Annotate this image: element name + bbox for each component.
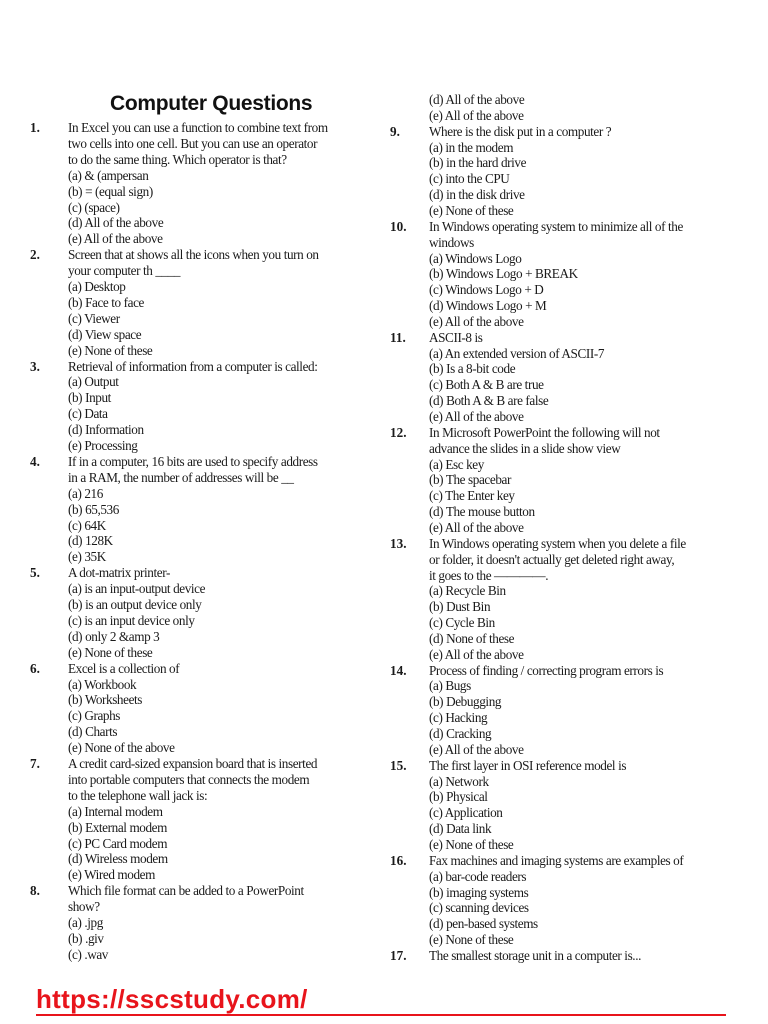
answer-option: (b) Physical	[429, 789, 488, 805]
answer-option: (e) None of these	[429, 932, 514, 948]
answer-option: (d) 128K	[68, 533, 113, 549]
answer-option: (d) All of the above	[429, 92, 525, 107]
answer-option: (e) None of these	[68, 644, 153, 660]
answer-option: (a) & (ampersan	[68, 167, 149, 183]
answer-option: (b) The spacebar	[429, 472, 511, 488]
answer-option: (a) Internal modem	[68, 803, 163, 819]
question-text: A dot-matrix printer-	[68, 565, 170, 581]
answer-option: (b) External modem	[68, 819, 167, 835]
answer-option: (d) in the disk drive	[429, 187, 525, 203]
answer-option: (c) Both A & B are true	[429, 377, 544, 393]
answer-option: (a) Workbook	[68, 676, 137, 692]
answer-option: (d) Information	[68, 422, 144, 438]
answer-option: (b) in the hard drive	[429, 155, 527, 171]
answer-option: (d) Cracking	[429, 726, 492, 741]
answer-option: (b) .giv	[68, 930, 104, 946]
question-number: 10.	[390, 218, 407, 234]
question-text: Which file format can be added to a PowerPoint	[68, 883, 304, 899]
question-number: 11.	[390, 329, 406, 345]
answer-option: (e) None of these	[429, 202, 514, 218]
question-text: into portable computers that connects the modem	[68, 771, 310, 787]
answer-option: (c) into the CPU	[429, 171, 510, 187]
question-text: or folder, it doesn't actually get deleted right away,	[429, 551, 675, 567]
answer-option: (c) .wav	[68, 946, 109, 962]
question-number: 17.	[390, 947, 407, 963]
answer-option: (a) Bugs	[429, 678, 471, 694]
answer-option: (d) View space	[68, 326, 142, 342]
answer-option: (d) only 2 &amp 3	[68, 628, 160, 644]
question-number: 12.	[390, 424, 407, 440]
answer-option: (a) in the modem	[429, 139, 514, 155]
answer-option: (b) imaging systems	[429, 884, 529, 900]
answer-option: (a) Desktop	[68, 279, 126, 294]
answer-option: (c) Windows Logo + D	[429, 282, 544, 298]
answer-option: (c) Application	[429, 805, 503, 821]
answer-option: (b) Debugging	[429, 694, 502, 710]
answer-option: (b) Face to face	[68, 294, 144, 310]
question-text: Process of finding / correcting program errors is	[429, 662, 664, 678]
answer-option: (c) is an input device only	[68, 612, 195, 628]
question-text: Screen that at shows all the icons when you turn on	[68, 247, 319, 263]
answer-option: (e) Processing	[68, 438, 138, 453]
footer-url[interactable]: https://sscstudy.com/	[36, 984, 308, 1014]
answer-option: (a) bar-code readers	[429, 868, 527, 884]
answer-option: (a) Output	[68, 374, 119, 390]
answer-option: (e) None of these	[68, 342, 153, 358]
question-text: If in a computer, 16 bits are used to specify address	[68, 453, 318, 469]
question-text: advance the slides in a slide show view	[429, 440, 621, 456]
answer-option: (c) Hacking	[429, 710, 488, 726]
question-text: Fax machines and imaging systems are examples of	[429, 852, 684, 868]
answer-option: (a) Esc key	[429, 456, 484, 472]
question-text: windows	[429, 234, 474, 250]
answer-option: (e) Wired modem	[68, 867, 155, 883]
answer-option: (e) All of the above	[429, 646, 524, 662]
answer-option: (e) All of the above	[429, 313, 524, 329]
answer-option: (b) 65,536	[68, 501, 119, 517]
answer-option: (b) is an output device only	[68, 597, 202, 612]
answer-option: (e) All of the above	[68, 231, 163, 247]
answer-option: (c) Cycle Bin	[429, 615, 495, 631]
answer-option: (d) Wireless modem	[68, 851, 168, 867]
answer-option: (a) .jpg	[68, 915, 103, 930]
answer-option: (c) 64K	[68, 517, 106, 533]
answer-option: (c) Data	[68, 406, 108, 422]
question-number: 5.	[30, 565, 40, 581]
question-number: 4.	[30, 453, 40, 469]
footer-rule	[36, 1014, 726, 1016]
answer-option: (c) scanning devices	[429, 900, 529, 916]
answer-option: (b) Worksheets	[68, 692, 143, 708]
question-text: to do the same thing. Which operator is that?	[68, 151, 287, 167]
answer-option: (b) = (equal sign)	[68, 183, 153, 199]
answer-option: (c) (space)	[68, 199, 120, 215]
question-text: to the telephone wall jack is:	[68, 787, 208, 803]
answer-option: (b) Is a 8-bit code	[429, 361, 516, 377]
answer-option: (e) None of the above	[68, 740, 175, 756]
question-number: 15.	[390, 757, 407, 773]
answer-option: (d) All of the above	[68, 215, 164, 231]
answer-option: (a) 216	[68, 485, 103, 501]
question-text: ASCII-8 is	[429, 329, 483, 345]
question-number: 3.	[30, 358, 40, 374]
question-number: 13.	[390, 535, 407, 551]
answer-option: (c) Viewer	[68, 310, 120, 326]
answer-option: (e) All of the above	[429, 409, 524, 424]
question-number: 16.	[390, 852, 407, 868]
answer-option: (e) 35K	[68, 549, 106, 565]
question-text: two cells into one cell. But you can use an operator	[68, 135, 318, 151]
answer-option: (d) Data link	[429, 821, 492, 837]
page-title: Computer Questions	[110, 92, 313, 115]
answer-option: (d) The mouse button	[429, 504, 535, 520]
question-text: The first layer in OSI reference model is	[429, 757, 627, 773]
answer-option: (e) None of these	[429, 836, 514, 852]
question-text: In Windows operating system to minimize all of the	[429, 218, 683, 234]
question-number: 6.	[30, 660, 40, 676]
question-text: show?	[68, 899, 100, 915]
answer-option: (c) Graphs	[68, 708, 121, 724]
question-number: 7.	[30, 756, 40, 771]
question-number: 14.	[390, 662, 407, 678]
answer-option: (d) Both A & B are false	[429, 393, 549, 409]
answer-option: (a) Network	[429, 773, 489, 789]
answer-option: (c) PC Card modem	[68, 835, 168, 851]
answer-option: (a) Windows Logo	[429, 250, 522, 266]
question-text: Retrieval of information from a computer is called:	[68, 358, 318, 374]
question-number: 1.	[30, 120, 40, 135]
answer-option: (a) is an input-output device	[68, 581, 206, 597]
answer-option: (b) Input	[68, 390, 111, 406]
answer-option: (c) The Enter key	[429, 488, 515, 504]
question-text: In Windows operating system when you delete a file	[429, 535, 686, 551]
answer-option: (e) All of the above	[429, 741, 524, 757]
question-text: In Microsoft PowerPoint the following will not	[429, 424, 660, 440]
answer-option: (d) None of these	[429, 630, 515, 646]
answer-option: (a) An extended version of ASCII-7	[429, 345, 605, 361]
question-text: it goes to the ————.	[429, 567, 549, 583]
answer-option: (d) Windows Logo + M	[429, 298, 547, 314]
question-text: The smallest storage unit in a computer is...	[429, 947, 641, 963]
answer-option: (b) Dust Bin	[429, 599, 491, 615]
question-text: Excel is a collection of	[68, 660, 180, 676]
question-number: 2.	[30, 247, 40, 263]
question-text: In Excel you can use a function to combine text from	[68, 120, 328, 135]
question-text: Where is the disk put in a computer ?	[429, 123, 612, 139]
answer-option: (d) pen-based systems	[429, 916, 538, 932]
answer-option: (d) Charts	[68, 724, 118, 740]
question-number: 8.	[30, 883, 40, 899]
question-number: 9.	[390, 123, 400, 139]
answer-option: (e) All of the above	[429, 107, 524, 123]
answer-option: (a) Recycle Bin	[429, 583, 506, 599]
answer-option: (e) All of the above	[429, 519, 524, 535]
question-text: A credit card-sized expansion board that is inserted	[68, 756, 318, 771]
question-text: in a RAM, the number of addresses will be __	[68, 469, 294, 485]
answer-option: (b) Windows Logo + BREAK	[429, 266, 578, 282]
question-text: your computer th ____	[68, 263, 181, 279]
